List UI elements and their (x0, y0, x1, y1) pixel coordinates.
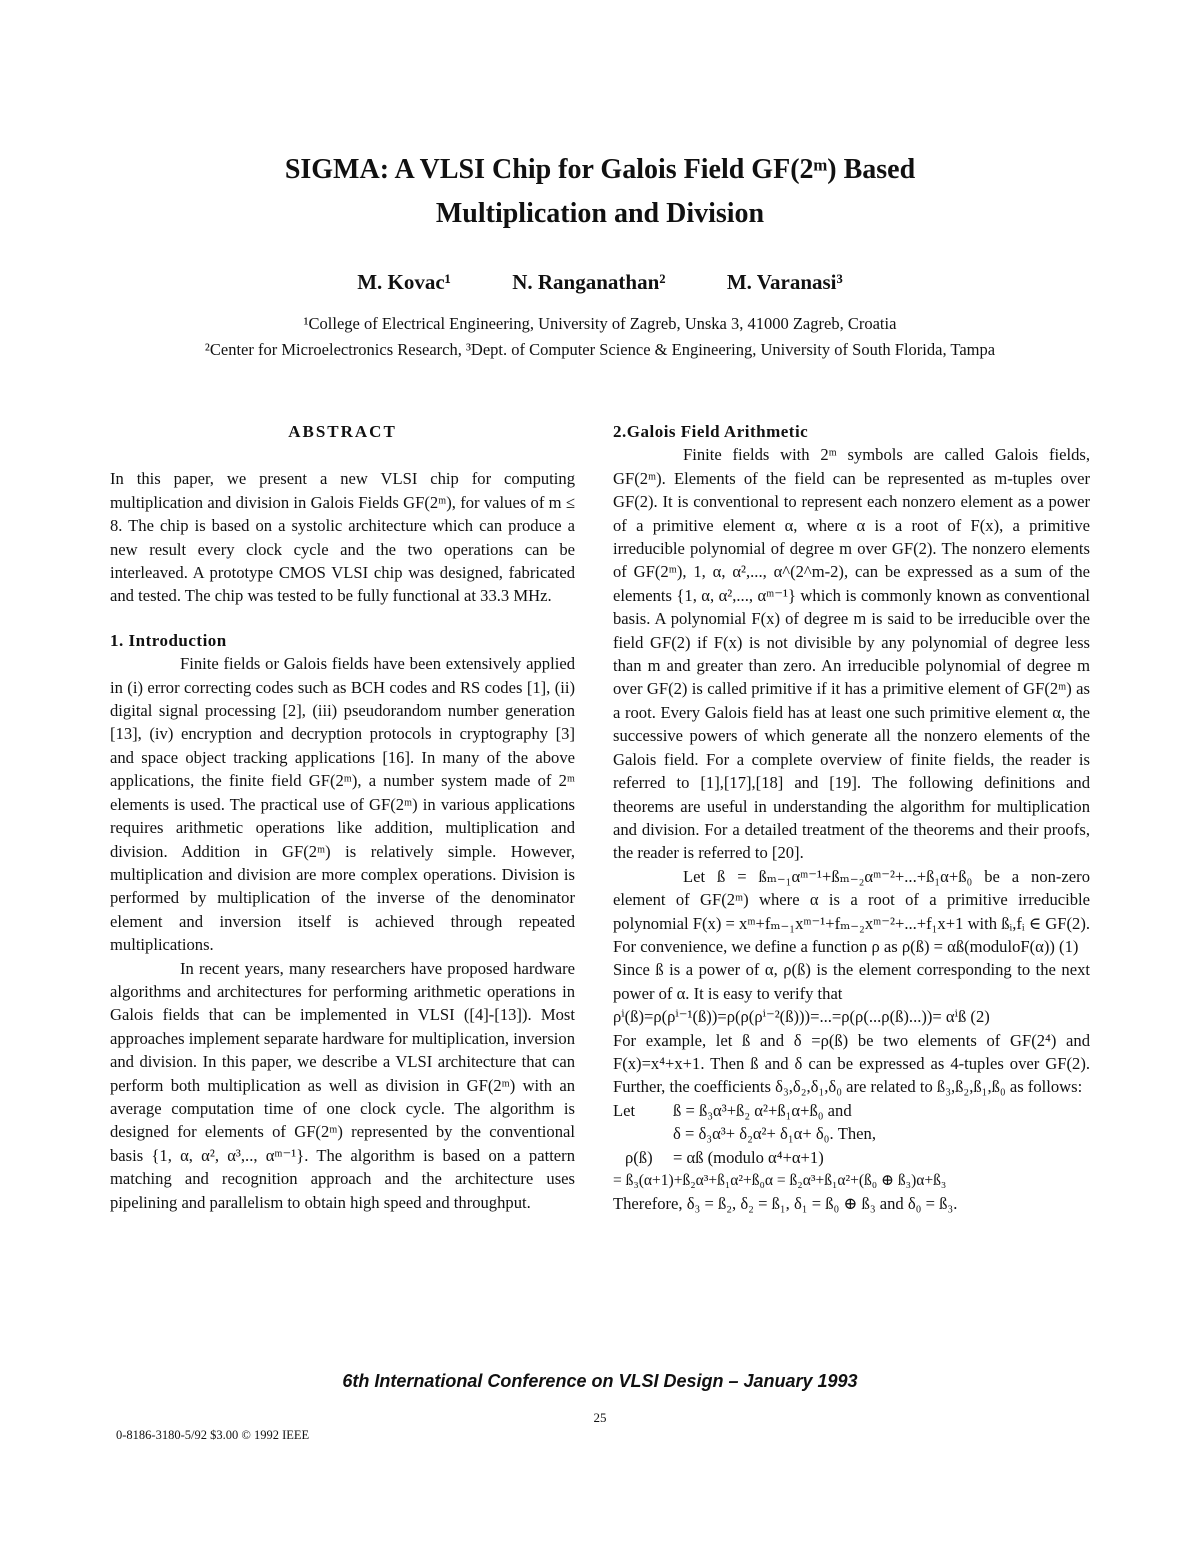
conference-footer: 6th International Conference on VLSI Design – January 1993 (342, 1371, 858, 1391)
rho-equation: = αß (modulo α⁴+α+1) (673, 1147, 824, 1167)
affiliation-1: ¹College of Electrical Engineering, University of Zagreb, Unska 3, 41000 Zagreb, Croatia (303, 314, 897, 333)
author-list (0, 270, 1200, 295)
rho-block (613, 1146, 1090, 1169)
affiliation-2: ²Center for Microelectronics Research, ³Dept. of Computer Science & Engineering, University of South Florida, Tampa (204, 340, 996, 359)
right-column (613, 420, 1090, 1216)
page-number: 25 (593, 1410, 607, 1425)
let-block (613, 1099, 1090, 1122)
let-equation-1: ß = ß₃α³+ß₂ α²+ß₁α+ß₀ and (673, 1100, 852, 1120)
author-3: M. Varanasi³ (726, 270, 843, 294)
abstract-heading: ABSTRACT (288, 422, 397, 441)
author-1: M. Kovac¹ (357, 270, 451, 294)
copyright-notice: 0-8186-3180-5/92 $3.00 © 1992 IEEE (116, 1428, 310, 1442)
intro-paragraph-1: Finite fields or Galois fields have been extensively applied in (i) error correcting codes such as BCH codes and RS codes [1], (ii) digital signal processing [2], (iii) pseudorandom number generation [13], (iv) encryption and decryption protocols in cryptography [3] and space object tracking applications [16]. In many of the above applications, the finite field GF(2ᵐ), a number system made of 2ᵐ elements is used. The practical use of GF(2ᵐ) in various applications requires arithmetic operations like addition, multiplication and division. Addition in GF(2ᵐ) is relatively simple. However, multiplication and division are more complex operations. Division is performed by multiplication of the inverse of the denominator element and inversion itself is achieved through repeated multiplications. (110, 654, 575, 955)
equation-2: ρⁱ(ß)=ρ(ρⁱ⁻¹(ß))=ρ(ρ(ρⁱ⁻²(ß)))=...=ρ(ρ(...ρ(ß)...))= αⁱß (2) (613, 1007, 990, 1027)
let-block-2 (613, 1122, 1090, 1145)
title-line-2: Multiplication and Division (435, 198, 765, 229)
intro-heading: 1. Introduction (110, 630, 227, 650)
rho-label: ρ(ß) (625, 1147, 653, 1167)
paper-title (0, 148, 1200, 236)
therefore-line: Therefore, δ₃ = ß₂, δ₂ = ß₁, δ₁ = ß₀ ⊕ ß₃ and δ₀ = ß₃. (613, 1194, 958, 1214)
galois-paragraph-2: Let ß = ßₘ₋₁αᵐ⁻¹+ßₘ₋₂αᵐ⁻²+...+ß₁α+ß₀ be a non-zero element of GF(2ᵐ) where α is a root of a primitive irreducible polynomial F(x) = xᵐ+fₘ₋₁xᵐ⁻¹+fₘ₋₂xᵐ⁻²+...+f₁x+1 with ßᵢ,fᵢ ∈ GF(2). For convenience, we define a function ρ as ρ(ß) = αß(moduloF(α)) (1) (613, 866, 1090, 956)
author-2: N. Ranganathan² (512, 270, 666, 294)
galois-paragraph-3: Since ß is a power of α, ρ(ß) is the element corresponding to the next power of α. It is easy to verify that (613, 960, 1090, 1003)
title-line-1: SIGMA: A VLSI Chip for Galois Field GF(2ᵐ) Based (284, 154, 916, 185)
let-equation-2: δ = δ₃α³+ δ₂α²+ δ₁α+ δ₀. Then, (673, 1124, 876, 1144)
galois-paragraph-4: For example, let ß and δ =ρ(ß) be two elements of GF(2⁴) and F(x)=x⁴+x+1. Then ß and δ can be expressed as 4-tuples over GF(2). Further, the coefficients δ₃,δ₂,δ₁,δ₀ are related to ß₃,ß₂,ß₁,ß₀ as follows: (613, 1030, 1090, 1097)
expansion-equation: = ß₃(α+1)+ß₂α³+ß₁α²+ß₀α = ß₂α³+ß₁α²+(ß₀ ⊕ ß₃)α+ß₃ (613, 1172, 947, 1189)
abstract-text: In this paper, we present a new VLSI chip for computing multiplication and division in Galois Fields GF(2ᵐ), for values of m ≤ 8. The chip is based on a systolic architecture which can produce a new result every clock cycle and the two operations can be interleaved. A prototype CMOS VLSI chip was designed, fabricated and tested. The chip was tested to be fully functional at 33.3 MHz. (110, 469, 575, 606)
intro-paragraph-2: In recent years, many researchers have proposed hardware algorithms and architectures for performing arithmetic operations in Galois fields that can be implemented in VLSI ([4]-[13]). Most approaches implement separate hardware for multiplication, inversion and division. In this paper, we describe a VLSI architecture that can perform both multiplication as well as division in GF(2ᵐ) with an average computation time of one clock cycle. The algorithm is designed for elements of GF(2ᵐ) represented by the conventional basis {1, α, α², α³,.., αᵐ⁻¹}. The algorithm is based on a pattern matching and recognition approach and the architecture uses pipelining and parallelism to obtain high speed and throughput. (110, 958, 575, 1212)
galois-paragraph-1: Finite fields with 2ᵐ symbols are called Galois fields, GF(2ᵐ). Elements of the field can be represented as m-tuples over GF(2). It is conventional to represent each nonzero element as a power of a primitive element α, where α is a root of F(x), a primitive irreducible polynomial of degree m over GF(2). The nonzero elements of GF(2ᵐ), 1, α, α²,..., α^(2^m-2), can be expressed as a sum of the elements {1, α, α²,..., αᵐ⁻¹} which is commonly known as conventional basis. A polynomial F(x) of degree m is said to be irreducible over the field GF(2) if F(x) is not divisible by any polynomial of degree less than m and greater than zero. An irreducible polynomial of degree m over GF(2) is called primitive if it has a primitive element of GF(2ᵐ) as a root. Every Galois field has at least one such primitive element α, the successive powers of which generate all the nonzero elements of the Galois field. For a complete overview of finite fields, the reader is referred to [1],[17],[18] and [19]. The following definitions and theorems are useful in understanding the algorithm for multiplication and division. For a detailed treatment of the theorems and their proofs, the reader is referred to [20]. (613, 445, 1090, 863)
galois-heading: 2.Galois Field Arithmetic (613, 422, 809, 441)
let-label: Let (613, 1100, 636, 1120)
left-column (110, 420, 575, 1214)
